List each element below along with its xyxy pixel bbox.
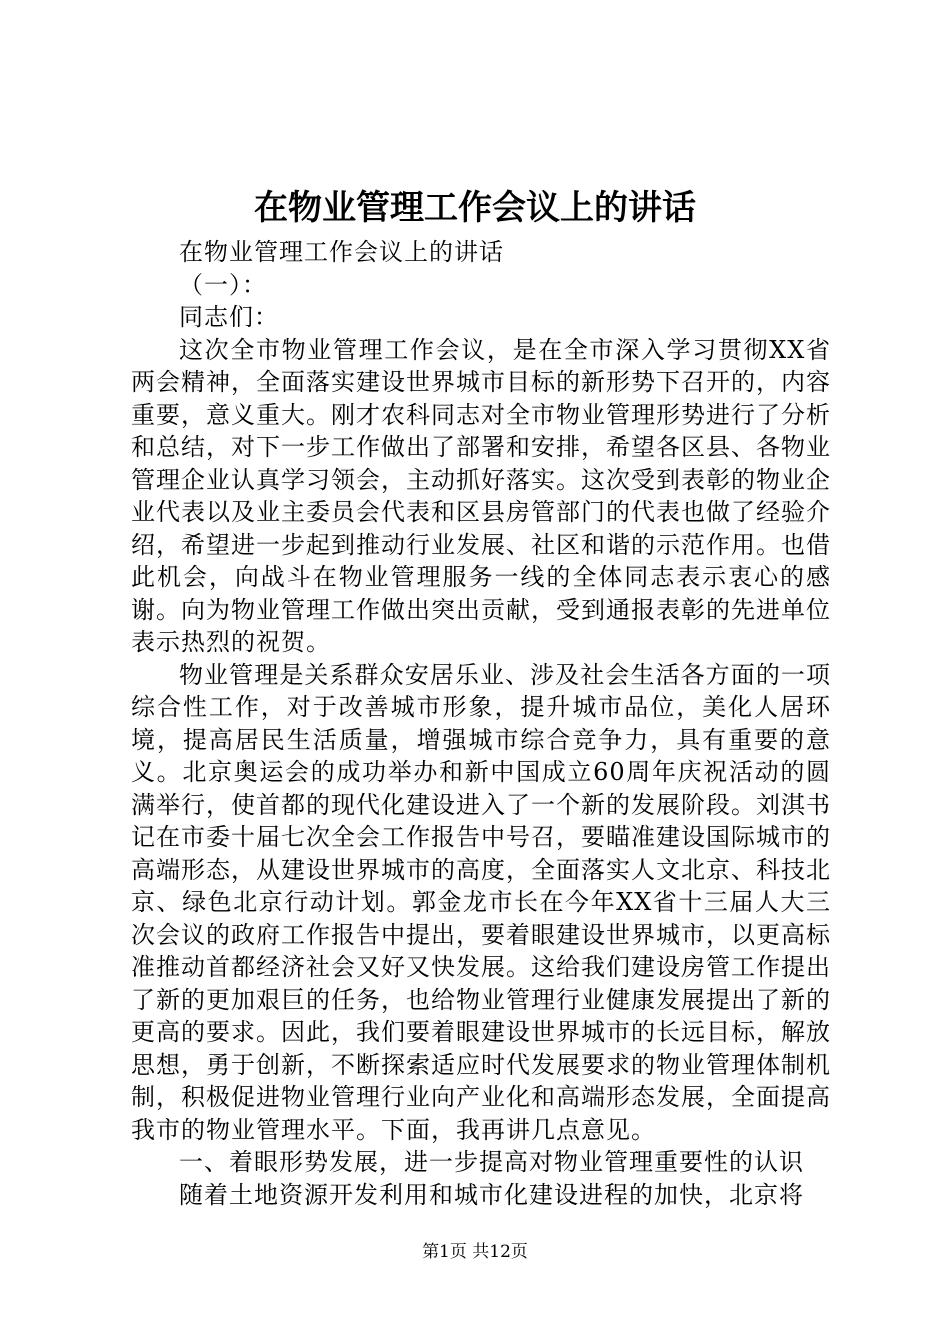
section-number-paragraph: （一）： xyxy=(179,270,267,299)
body-paragraph: 随着土地资源开发利用和城市化建设进程的加快，北京将 xyxy=(179,1180,804,1209)
body-paragraph: 这次全市物业管理工作会议，是在全市深入学习贯彻XX省两会精神，全面落实建设世界城市目标的新形势下召开的，内容重要，意义重大。刚才农科同志对全市物业管理形势进行了分析和总结，对下一步工作做出了部署和安排，希望各区县、各物业管理企业认真学习领会，主动抓好落实。这次受到表彰的物业企业代表以及业主委员会代表和区县房管部门的代表也做了经验介绍，希望进一步起到推动行业发展、社区和谐的示范作用。也借此机会，向战斗在物业管理服务一线的全体同志表示衷心的感谢。向为物业管理工作做出突出贡献，受到通报表彰的先进单位表示热烈的祝贺。 xyxy=(131,335,831,656)
document-body xyxy=(131,236,831,1211)
subtitle-paragraph: 在物业管理工作会议上的讲话 xyxy=(179,238,504,266)
page-number-footer: 第1页 共12页 xyxy=(422,1242,528,1262)
body-paragraph: 物业管理是关系群众安居乐业、涉及社会生活各方面的一项综合性工作，对于改善城市形象，提升城市品位，美化人居环境，提高居民生活质量，增强城市综合竞争力，具有重要的意义。北京奥运会的成功举办和新中国成立60周年庆祝活动的圆满举行，使首都的现代化建设进入了一个新的发展阶段。刘淇书记在市委十届七次全会工作报告中号召，要瞄准建设国际城市的高端形态，从建设世界城市的高度，全面落实人文北京、科技北京、绿色北京行动计划。郭金龙市长在今年XX省十三届人大三次会议的政府工作报告中提出，要着眼建设世界城市，以更高标准推动首都经济社会又好又快发展。这给我们建设房管工作提出了新的更加艰巨的任务，也给物业管理行业健康发展提出了新的更高的要求。因此，我们要着眼建设世界城市的长远目标，解放思想，勇于创新，不断探索适应时代发展要求的物业管理体制机制，积极促进物业管理行业向产业化和高端形态发展，全面提高我市的物业管理水平。下面，我再讲几点意见。 xyxy=(131,660,831,1144)
salutation-paragraph: 同志们： xyxy=(179,303,279,331)
section-heading: 一、着眼形势发展，进一步提高对物业管理重要性的认识 xyxy=(179,1148,804,1176)
document-title: 在物业管理工作会议上的讲话 xyxy=(254,188,696,228)
